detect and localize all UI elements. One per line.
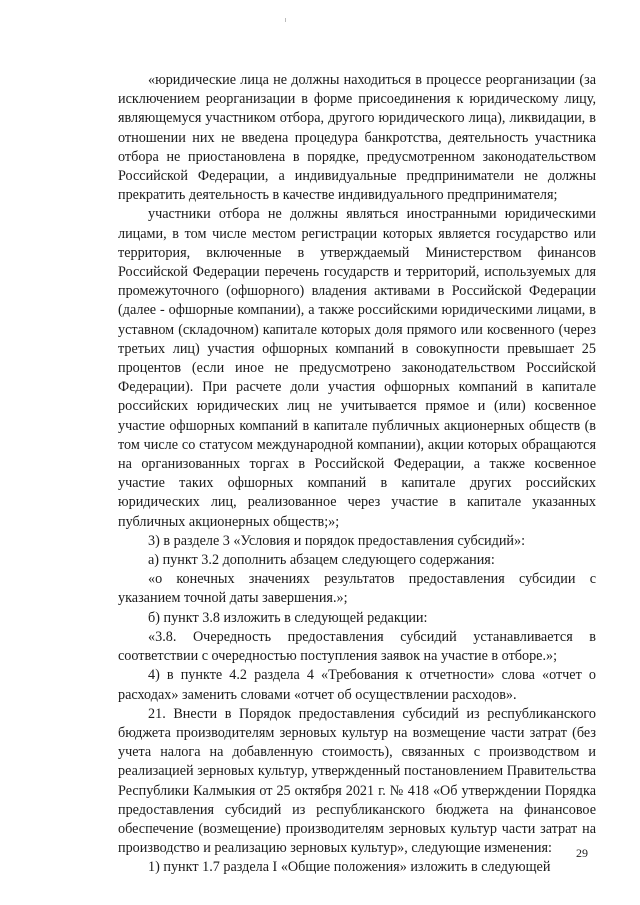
paragraph-point-3-8: «3.8. Очередность предоставления субсидий устанавливается в соответствии с очередностью поступления заявок на участие в отборе.»; — [118, 628, 596, 665]
paragraph-item-4: 4) в пункте 4.2 раздела 4 «Требования к отчетности» слова «отчет о расходах» заменить словами «отчет об осуществлении расходов». — [118, 667, 596, 703]
paragraph-section-3: 3) в разделе 3 «Условия и порядок предоставления субсидий»: — [148, 532, 526, 549]
body-text — [118, 71, 596, 878]
paragraph-offshore-participants: участники отбора не должны являться иностранными юридическими лицами, в том числе местом регистрации которых является государство или территория, включенные в утверждаемый Министерством финансов Российской Федерации перечень государств и территорий, используемых для промежуточного (офшорного) владения активами в Российской Федерации (далее - офшорные компании), а также российскими юридическими лицами, в уставном (складочном) капитале которых доля прямого или косвенного (через третьих лиц) участия офшорных компаний в совокупности превышает 25 процентов (если иное не предусмотрено законодательством Российской Федерации). При расчете доли участия офшорных компаний в капитале российских юридических лиц не учитывается прямое и (или) косвенное участие офшорных компаний в капитале публичных акционерных обществ (в том числе со статусом международной компании), акции которых обращаются на организованных торгах в Российской Федерации, а также косвенное участие таких офшорных компаний в капитале других российских юридических лиц, реализованное через участие в капитале указанных публичных акционерных обществ;»; — [118, 206, 596, 530]
paragraph-item-21: 21. Внести в Порядок предоставления субсидий из республиканского бюджета производителям зерновых культур на возмещение части затрат (без учета налога на добавленную стоимость), связанных с производством и реализацией зерновых культур, утвержденный постановлением Правительства Республики Калмыкия от 25 октября 2021 г. № 418 «Об утверждении Порядка предоставления субсидий из республиканского бюджета на финансовое обеспечение (возмещение) производителям зерновых культур части затрат на производство и реализацию зерновых культур», следующие изменения: — [118, 705, 596, 857]
paragraph-legal-entities: «юридические лица не должны находиться в процессе реорганизации (за исключением реорганизации в форме присоединения к юридическому лицу, являющемуся участником отбора, другого юридического лица), ликвидации, в отношении них не введена процедура банкротства, деятельность участника отбора не приостановлена в порядке, предусмотренном законодательством Российской Федерации, а индивидуальные предприниматели не должны прекратить деятельность в качестве индивидуального предпринимателя; — [118, 72, 596, 204]
page-number: 29 — [576, 846, 588, 860]
paragraph-point-1-7: 1) пункт 1.7 раздела I «Общие положения» изложить в следующей — [148, 859, 551, 876]
scan-speck — [285, 18, 286, 22]
paragraph-item-a: а) пункт 3.2 дополнить абзацем следующего содержания: — [148, 552, 495, 569]
paragraph-item-b: б) пункт 3.8 изложить в следующей редакции: — [148, 609, 428, 626]
paragraph-final-values: «о конечных значениях результатов предоставления субсидии с указанием точной даты завершения.»; — [118, 571, 596, 607]
